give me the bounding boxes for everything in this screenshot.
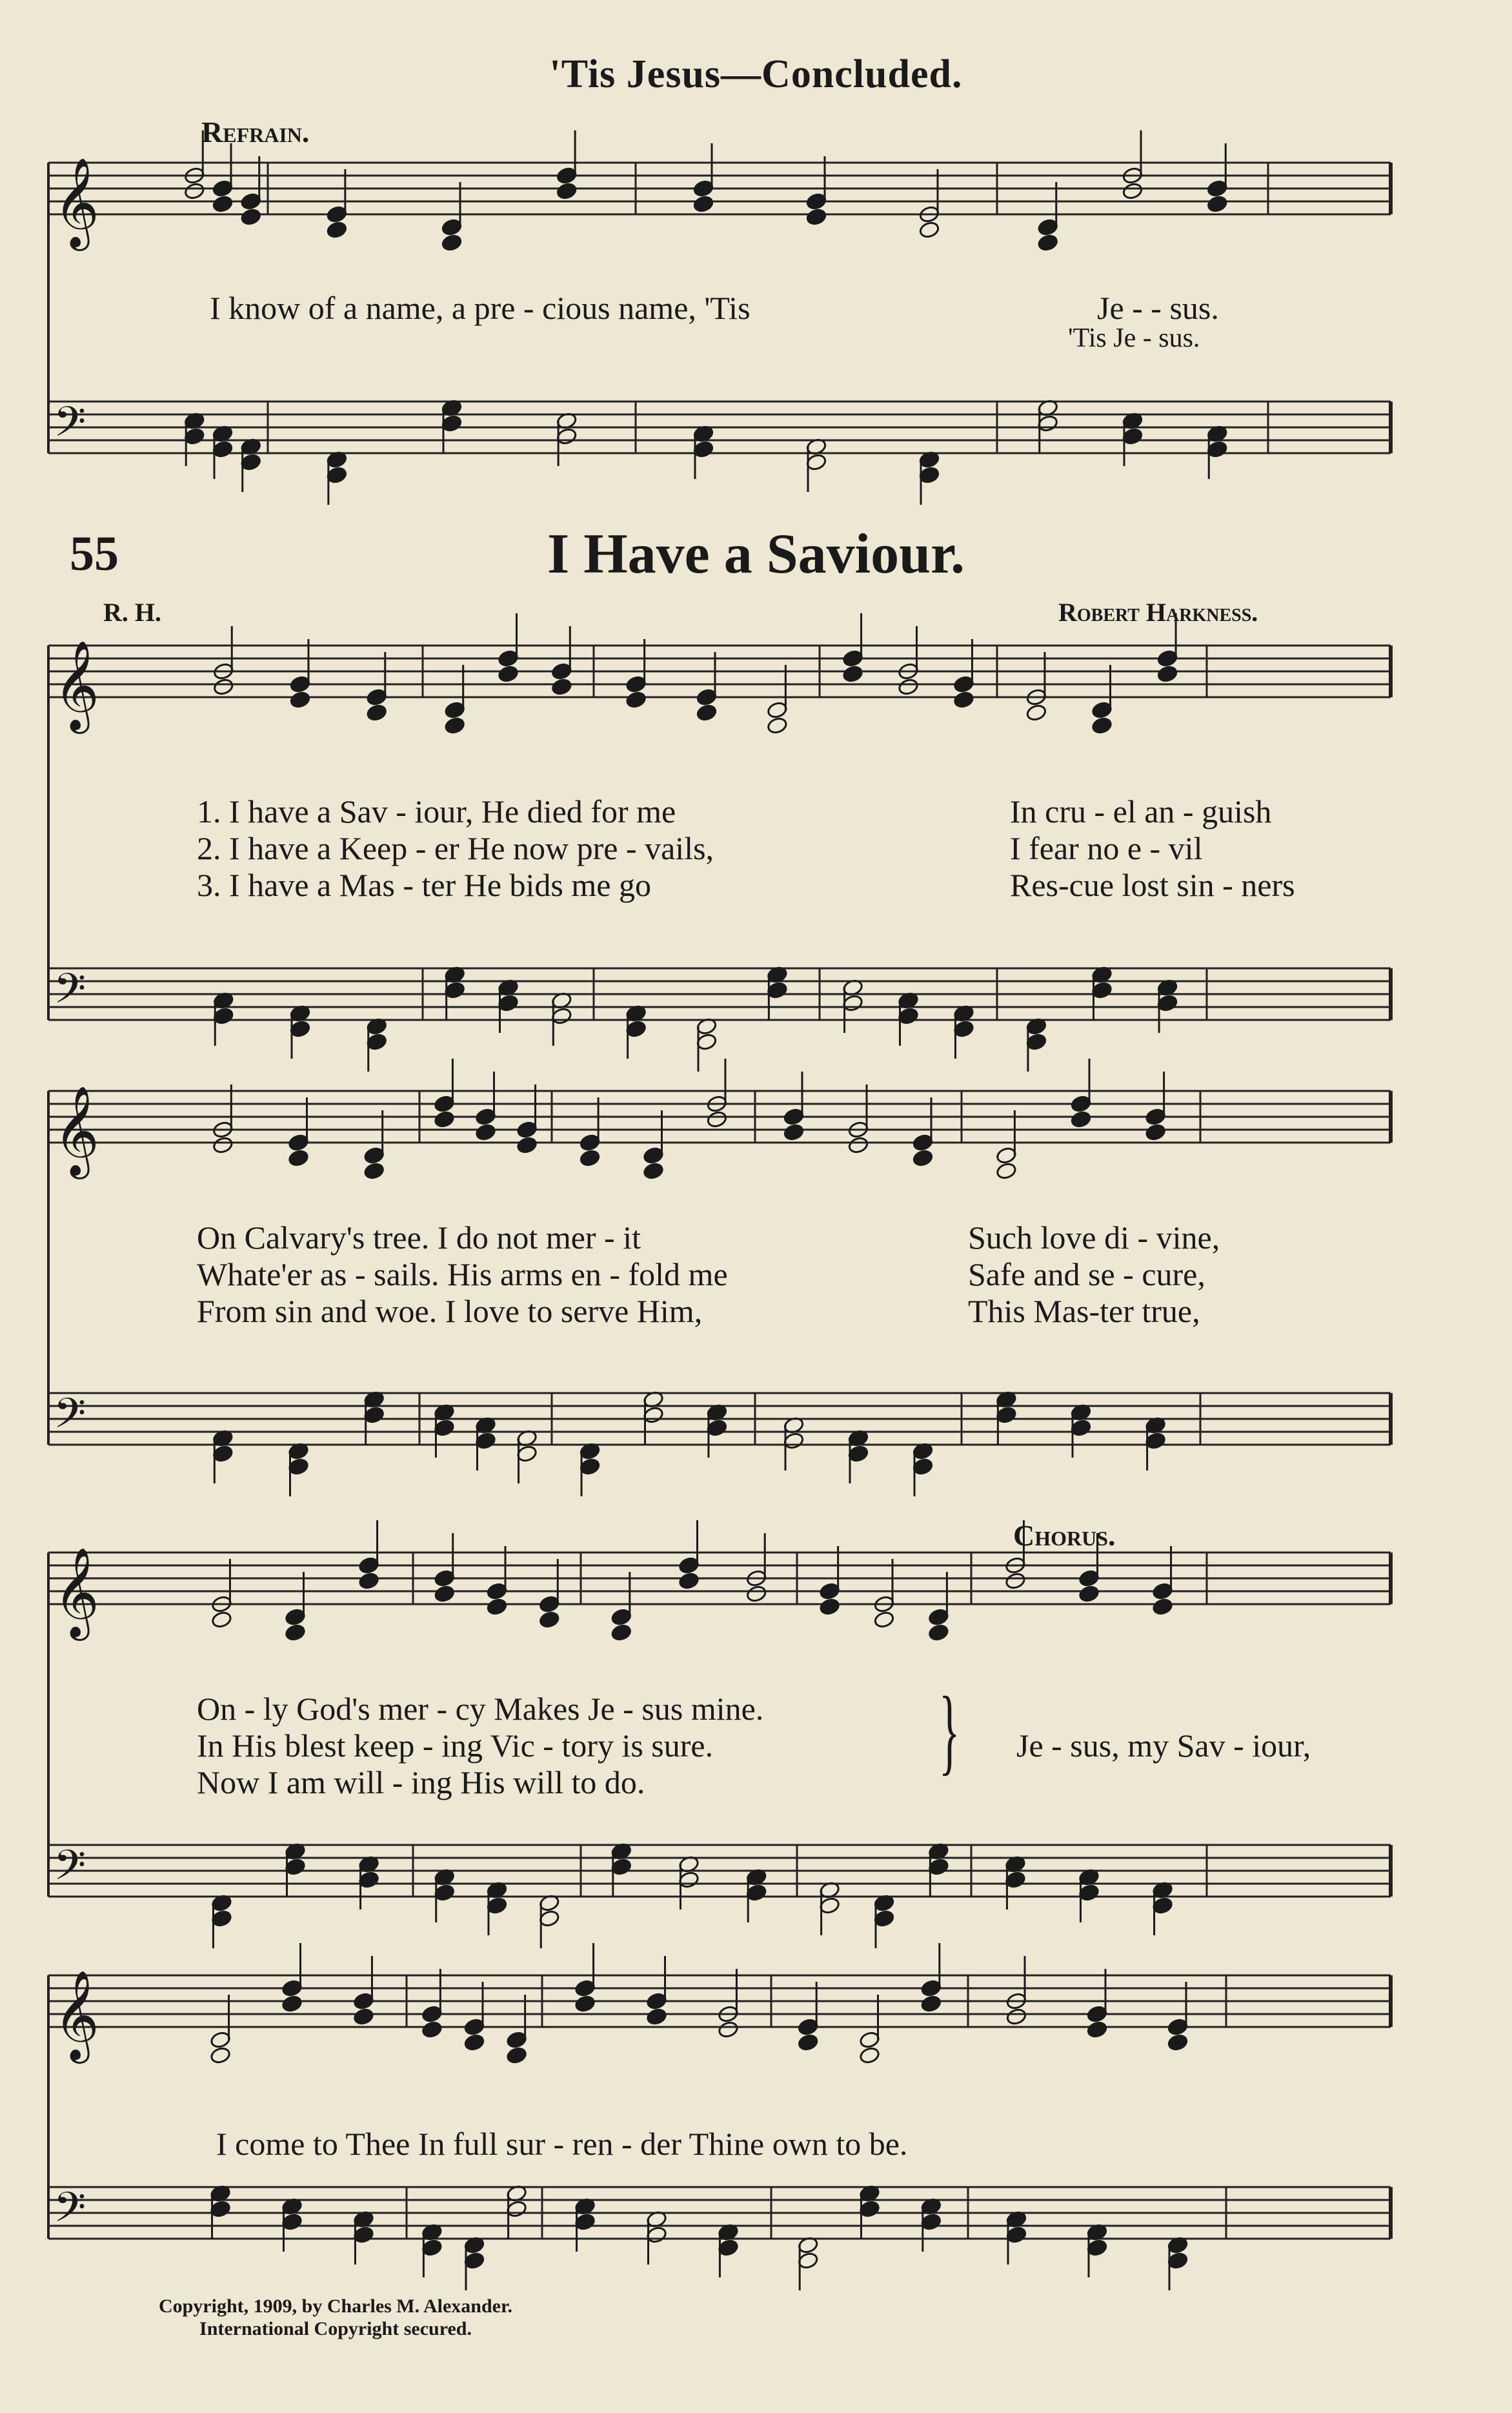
- note-head: [551, 678, 572, 696]
- note-head: [783, 1123, 804, 1141]
- refrain-label: Refrain.: [201, 116, 310, 148]
- note-head: [516, 1136, 538, 1154]
- note-head: [579, 1149, 600, 1167]
- hymn-number: 55: [70, 527, 119, 581]
- note-head: [240, 208, 261, 226]
- note-head: [1086, 2021, 1107, 2039]
- verse-3-line-2: From sin and woe. I love to serve Him,: [197, 1293, 703, 1329]
- clef-glyph: 𝄢: [54, 965, 86, 1023]
- note-head: [928, 1624, 949, 1642]
- copyright-notice: [90, 2296, 581, 2340]
- clef-glyph: 𝄢: [54, 398, 86, 456]
- note-head: [706, 1110, 727, 1128]
- note-head: [842, 665, 863, 683]
- note-head: [643, 1162, 664, 1180]
- note-head: [953, 691, 974, 709]
- verse-1-line-2: On Calvary's tree. I do not mer - it: [197, 1219, 641, 1256]
- note-head: [918, 221, 940, 239]
- note-head: [211, 1611, 232, 1629]
- clef-glyph: 𝄢: [54, 1842, 86, 1900]
- clef-glyph: 𝄞: [54, 1547, 99, 1637]
- note-head: [798, 2033, 819, 2052]
- note-head: [1091, 717, 1113, 735]
- note-head: [1005, 1572, 1026, 1590]
- note-head: [692, 195, 714, 213]
- note-head: [625, 691, 647, 709]
- hymn-title: I Have a Saviour.: [547, 523, 965, 585]
- note-head: [475, 1123, 496, 1141]
- note-head: [610, 1624, 632, 1642]
- verse-2-line-2: Whate'er as - sails. His arms en - fold me: [197, 1256, 728, 1292]
- clef-glyph: 𝄢: [54, 2184, 86, 2242]
- note-head: [1167, 2033, 1188, 2052]
- note-head: [444, 717, 465, 735]
- chorus-lyric-2: I come to Thee In full sur - ren - der Thine own to be.: [216, 2126, 908, 2162]
- continued-title: 'Tis Jesus—Concluded.: [549, 52, 963, 96]
- note-head: [767, 717, 788, 735]
- verse-2-line-2b: Safe and se - cure,: [968, 1256, 1205, 1292]
- verse-1-line-3: On - ly God's mer - cy Makes Je - sus mine.: [197, 1691, 764, 1727]
- clef-glyph: 𝄞: [54, 640, 99, 730]
- note-head: [920, 1995, 942, 2013]
- note-head: [819, 1598, 840, 1616]
- composer-credit: Robert Harkness.: [1058, 598, 1258, 627]
- note-head: [434, 1585, 455, 1603]
- note-head: [506, 2046, 527, 2064]
- verse-brace: }: [939, 1677, 960, 1784]
- note-head: [996, 1162, 1017, 1180]
- verse-2-line-1: 2. I have a Keep - er He now pre - vails,: [197, 830, 714, 866]
- note-head: [289, 691, 310, 709]
- note-head: [1207, 195, 1228, 213]
- verse-3-line-3: Now I am will - ing His will to do.: [197, 1764, 645, 1800]
- note-head: [486, 1598, 507, 1616]
- note-head: [1070, 1110, 1091, 1128]
- clef-glyph: 𝄢: [54, 1390, 86, 1448]
- verse-3-line-2b: This Mas-ter true,: [968, 1293, 1200, 1329]
- note-head: [285, 1624, 306, 1642]
- note-head: [539, 1611, 560, 1629]
- note-head: [326, 221, 347, 239]
- verse-2-line-3: In His blest keep - ing Vic - tory is sure.: [197, 1727, 714, 1764]
- clef-glyph: 𝄞: [54, 1086, 99, 1176]
- verse-2-line-1b: I fear no e - vil: [1010, 830, 1203, 866]
- note-head: [1122, 182, 1143, 200]
- note-head: [1025, 704, 1047, 722]
- note-head: [1005, 2008, 1027, 2026]
- note-head: [805, 208, 827, 226]
- note-head: [210, 2046, 231, 2064]
- verse-1-line-1b: In cru - el an - guish: [1010, 793, 1272, 830]
- note-head: [1078, 1585, 1100, 1603]
- note-head: [213, 678, 234, 696]
- copyright-line-1: Copyright, 1909, by Charles M. Alexander.: [158, 2296, 513, 2317]
- refrain-lyric-line: I know of a name, a pre - cious name, 'Tis: [210, 290, 751, 326]
- note-head: [281, 1995, 303, 2013]
- note-head: [847, 1136, 869, 1154]
- note-head: [646, 2008, 667, 2026]
- clef-glyph: 𝄞: [54, 1970, 99, 2060]
- refrain-lyric-alto: 'Tis Je - sus.: [1068, 323, 1200, 353]
- note-head: [556, 182, 578, 200]
- note-head: [574, 1995, 596, 2013]
- note-head: [873, 1611, 894, 1629]
- note-head: [1152, 1598, 1173, 1616]
- note-head: [1156, 665, 1178, 683]
- note-head: [212, 1136, 234, 1154]
- verse-3-line-1: 3. I have a Mas - ter He bids me go: [197, 867, 651, 903]
- note-head: [463, 2033, 485, 2052]
- chorus-label: Chorus.: [1013, 1519, 1116, 1552]
- note-head: [441, 234, 462, 252]
- note-head: [358, 1572, 379, 1590]
- note-head: [1037, 234, 1058, 252]
- note-head: [898, 678, 919, 696]
- author-initials: R. H.: [103, 598, 161, 627]
- note-head: [288, 1149, 309, 1167]
- note-head: [696, 704, 717, 722]
- note-head: [746, 1585, 767, 1603]
- note-head: [421, 2021, 443, 2039]
- copyright-line-2: International Copyright secured.: [199, 2317, 472, 2339]
- note-head: [678, 1572, 700, 1590]
- note-head: [912, 1149, 933, 1167]
- note-head: [353, 2008, 374, 2026]
- note-head: [1145, 1123, 1166, 1141]
- verse-1-line-2b: Such love di - vine,: [968, 1219, 1220, 1256]
- note-head: [498, 665, 519, 683]
- note-head: [184, 182, 205, 200]
- note-head: [366, 704, 387, 722]
- verse-3-line-1b: Res-cue lost sin - ners: [1010, 867, 1295, 903]
- refrain-lyric-ending: Je - - sus.: [1097, 290, 1219, 326]
- note-head: [718, 2021, 739, 2039]
- chorus-lyric-1: Je - sus, my Sav - iour,: [1016, 1727, 1311, 1764]
- clef-glyph: 𝄞: [54, 158, 99, 247]
- note-head: [212, 195, 233, 213]
- note-head: [434, 1110, 455, 1128]
- note-head: [859, 2046, 880, 2064]
- verse-1-line-1: 1. I have a Sav - iour, He died for me: [197, 793, 676, 830]
- note-head: [363, 1162, 385, 1180]
